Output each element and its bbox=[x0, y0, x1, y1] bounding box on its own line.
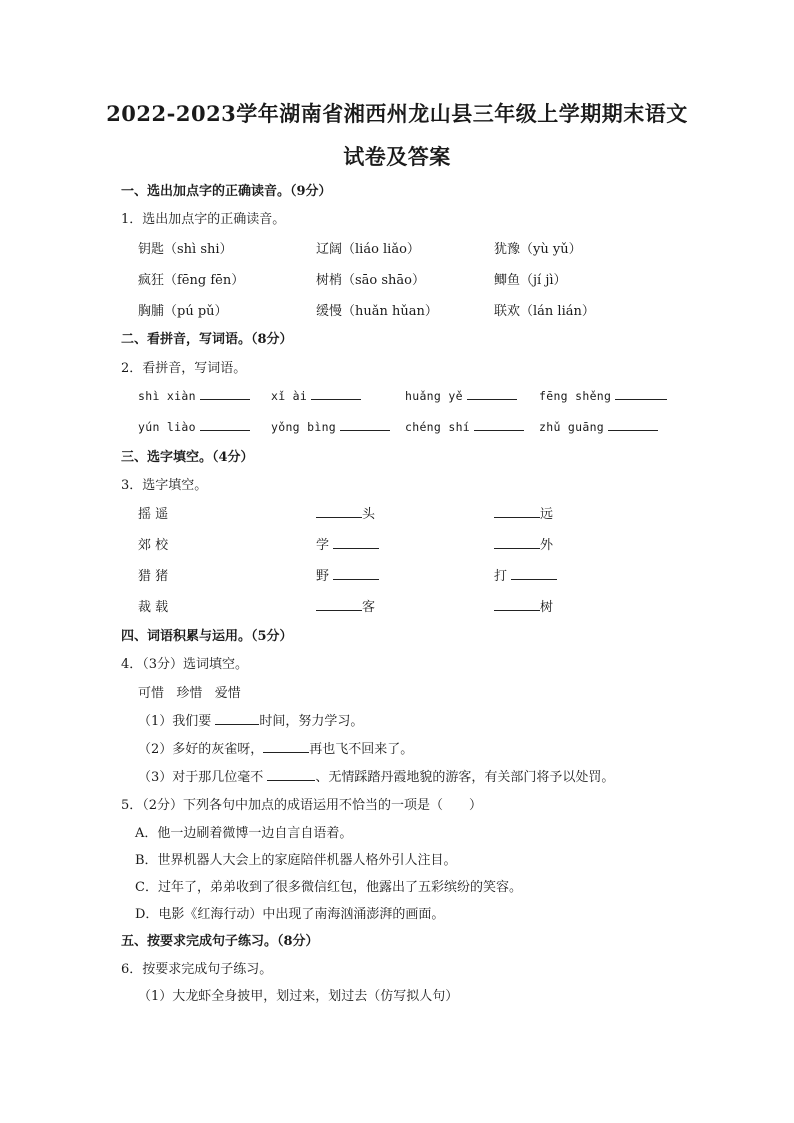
fill-item bbox=[316, 596, 375, 615]
fill-item bbox=[494, 503, 553, 522]
q1-item: 胸脯（pú pǔ） bbox=[138, 304, 228, 319]
sentence-text: 、无情踩踏丹霞地貌的游客，有关部门将予以处罚。 bbox=[315, 770, 615, 785]
fill-item bbox=[316, 503, 375, 522]
section-2-heading: 二、看拼音，写词语。（8分） bbox=[121, 332, 293, 347]
pinyin-item bbox=[405, 387, 517, 404]
section-5-heading: 五、按要求完成句子练习。（8分） bbox=[121, 934, 319, 949]
option-d[interactable]: D．电影《红海行动）中出现了南海汹涌澎湃的画面。 bbox=[135, 907, 445, 922]
sentence-text: 时间，努力学习。 bbox=[259, 714, 364, 729]
answer-blank[interactable] bbox=[215, 712, 259, 725]
answer-blank[interactable] bbox=[494, 598, 540, 611]
question-5-stem: 5．（2分）下列各句中加点的成语运用不恰当的一项是（ ） bbox=[121, 798, 483, 813]
sentence-text: 再也飞不回来了。 bbox=[309, 742, 414, 757]
char-pair: 摇 遥 bbox=[138, 507, 169, 522]
answer-blank[interactable] bbox=[200, 387, 250, 400]
char-pair: 裁 载 bbox=[138, 600, 169, 615]
q1-item: 犹豫（yù yǔ） bbox=[494, 242, 582, 257]
answer-blank[interactable] bbox=[340, 418, 390, 431]
option-b[interactable]: B．世界机器人大会上的家庭陪伴机器人格外引人注目。 bbox=[135, 853, 457, 868]
fill-char: 学 bbox=[316, 538, 334, 553]
fill-char: 远 bbox=[540, 507, 554, 522]
question-6-stem: 6．按要求完成句子练习。 bbox=[121, 962, 273, 977]
pinyin-item bbox=[138, 418, 250, 435]
answer-blank[interactable] bbox=[267, 768, 315, 781]
fill-item bbox=[316, 534, 379, 553]
option-c[interactable]: C．过年了，弟弟收到了很多微信红包，他露出了五彩缤纷的笑容。 bbox=[135, 880, 522, 895]
q1-item: 疯狂（fēng fēn） bbox=[138, 273, 245, 288]
q1-item: 树梢（sāo shāo） bbox=[316, 273, 426, 288]
q4-sentence-2 bbox=[138, 738, 413, 757]
q1-item: 辽阔（liáo liǎo） bbox=[316, 242, 420, 257]
pinyin-text: huǎng yě bbox=[405, 389, 463, 403]
q1-item: 联欢（lán lián） bbox=[494, 304, 595, 319]
answer-blank[interactable] bbox=[494, 505, 540, 518]
section-3-heading: 三、选字填空。（4分） bbox=[121, 450, 254, 465]
fill-char: 头 bbox=[362, 507, 376, 522]
pinyin-text: chéng shí bbox=[405, 420, 471, 434]
answer-blank[interactable] bbox=[467, 387, 517, 400]
q1-item: 缓慢（huǎn hǔan） bbox=[316, 304, 438, 319]
q1-item: 钥匙（shì shi） bbox=[138, 242, 233, 257]
question-4-stem: 4．（3分）选词填空。 bbox=[121, 657, 249, 672]
word-bank: 可惜 珍惜 爱惜 bbox=[138, 686, 241, 701]
answer-blank[interactable] bbox=[316, 505, 362, 518]
pinyin-item bbox=[271, 418, 390, 435]
fill-char: 野 bbox=[316, 569, 334, 584]
answer-blank[interactable] bbox=[511, 567, 557, 580]
q4-sentence-3 bbox=[138, 766, 614, 785]
fill-item bbox=[316, 565, 379, 584]
question-3-stem: 3．选字填空。 bbox=[121, 478, 208, 493]
sentence-text: （2）多好的灰雀呀， bbox=[138, 742, 264, 757]
section-1-heading: 一、选出加点字的正确读音。（9分） bbox=[121, 184, 332, 199]
pinyin-text: shì xiàn bbox=[138, 389, 196, 403]
char-pair: 猎 猪 bbox=[138, 569, 169, 584]
answer-blank[interactable] bbox=[316, 598, 362, 611]
q1-item: 鲫鱼（jí jì） bbox=[494, 273, 567, 288]
option-a[interactable]: A．他一边刷着微博一边自言自语着。 bbox=[135, 826, 353, 841]
fill-item bbox=[494, 565, 557, 584]
exam-title-line1: 2022-2023学年湖南省湘西州龙山县三年级上学期期末语文 bbox=[106, 101, 688, 126]
answer-blank[interactable] bbox=[494, 536, 540, 549]
char-pair: 郊 校 bbox=[138, 538, 169, 553]
answer-blank[interactable] bbox=[311, 387, 361, 400]
answer-blank[interactable] bbox=[608, 418, 658, 431]
fill-item bbox=[494, 534, 553, 553]
exam-title-line2: 试卷及答案 bbox=[343, 144, 451, 169]
answer-blank[interactable] bbox=[474, 418, 524, 431]
pinyin-item bbox=[138, 387, 250, 404]
pinyin-item bbox=[539, 387, 667, 404]
pinyin-text: yún liào bbox=[138, 420, 196, 434]
pinyin-item bbox=[405, 418, 524, 435]
pinyin-item bbox=[271, 387, 361, 404]
fill-char: 树 bbox=[540, 600, 554, 615]
answer-blank[interactable] bbox=[333, 536, 379, 549]
pinyin-text: fēng shěng bbox=[539, 389, 612, 403]
answer-blank[interactable] bbox=[615, 387, 667, 400]
pinyin-text: yǒng bìng bbox=[271, 420, 337, 434]
answer-blank[interactable] bbox=[333, 567, 379, 580]
sentence-text: （3）对于那几位毫不 bbox=[138, 770, 268, 785]
q6-sentence-1: （1）大龙虾全身披甲，划过来，划过去（仿写拟人句） bbox=[138, 989, 459, 1004]
answer-blank[interactable] bbox=[200, 418, 250, 431]
fill-item bbox=[494, 596, 553, 615]
question-2-stem: 2．看拼音，写词语。 bbox=[121, 361, 247, 376]
answer-blank[interactable] bbox=[263, 740, 309, 753]
sentence-text: （1）我们要 bbox=[138, 714, 216, 729]
section-4-heading: 四、词语积累与运用。（5分） bbox=[121, 629, 293, 644]
fill-char: 打 bbox=[494, 569, 512, 584]
pinyin-text: zhǔ guāng bbox=[539, 420, 605, 434]
question-1-stem: 1．选出加点字的正确读音。 bbox=[121, 212, 286, 227]
fill-char: 外 bbox=[540, 538, 554, 553]
pinyin-item bbox=[539, 418, 658, 435]
pinyin-text: xǐ ài bbox=[271, 389, 308, 403]
fill-char: 客 bbox=[362, 600, 376, 615]
q4-sentence-1 bbox=[138, 710, 363, 729]
